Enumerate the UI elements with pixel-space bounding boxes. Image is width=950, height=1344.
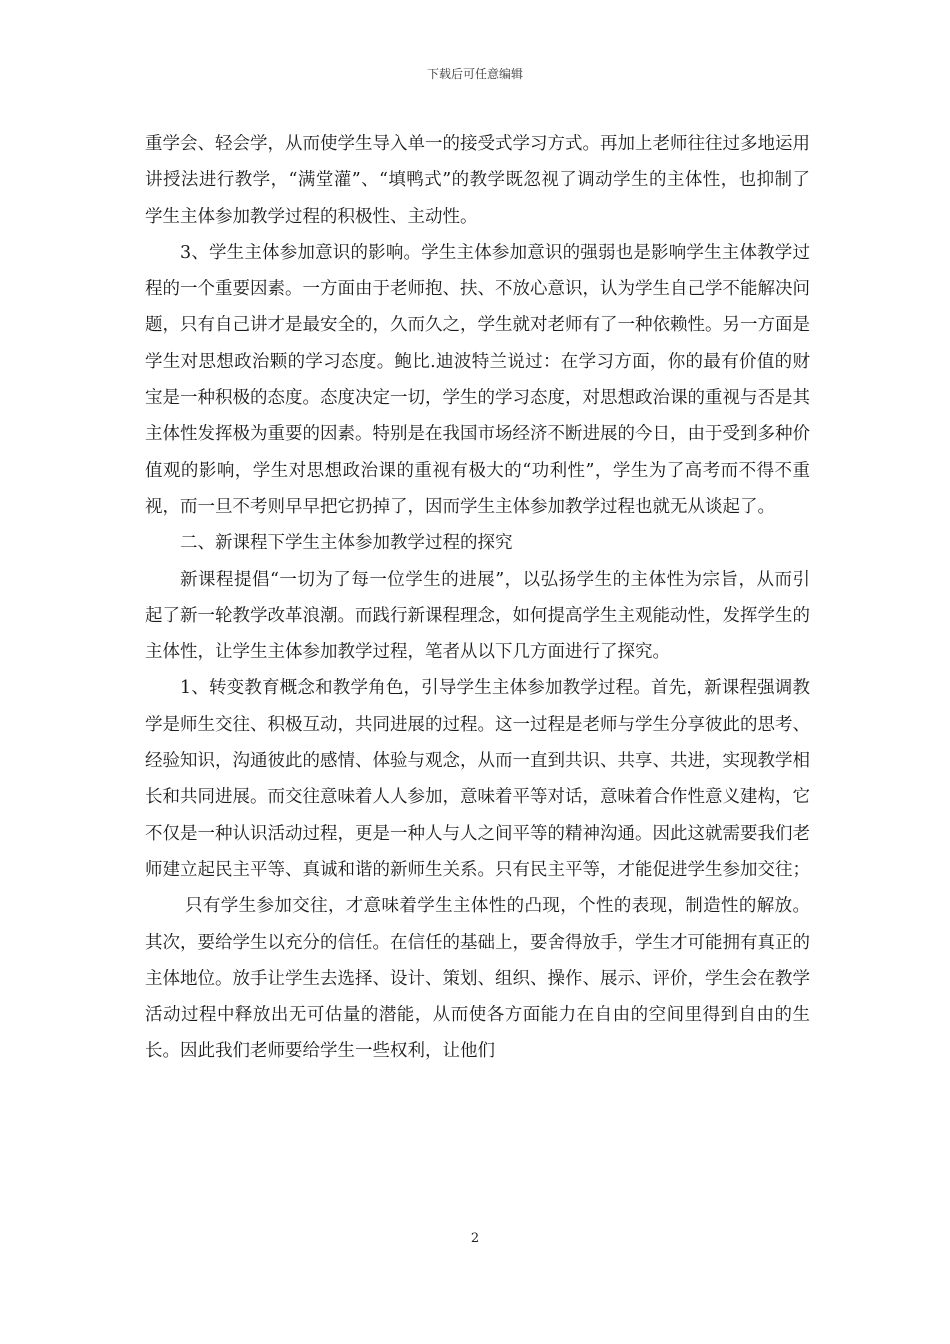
section-heading: 二、新课程下学生主体参加教学过程的探究: [180, 533, 513, 554]
paragraph-continued: 重学会、轻会学，从而使学生导入单一的接受式学习方式。再加上老师往往过多地运用讲授法进行教学，“满堂灌”、“填鸭式”的教学既忽视了调动学生的主体性，也抑制了学生主体参加教学过程的积极性、主动性。: [145, 134, 810, 227]
paragraph-change-concepts: 1、转变教育概念和教学角色，引导学生主体参加教学过程。首先，新课程强调教学是师生交往、积极互动，共同进展的过程。这一过程是老师与学生分享彼此的思考、经验知识，沟通彼此的感情、体验与观念，从而一直到共识、共享、共进，实现教学相长和共同进展。而交往意味着人人参加，意味着平等对话，意味着合作性意义建构，它不仅是一种认识活动过程，更是一种人与人之间平等的精神沟通。因此这就需要我们老师建立起民主平等、真诚和谐的新师生关系。只有民主平等，才能促进学生参加交往；: [145, 678, 810, 880]
document-body: [145, 126, 810, 1070]
page-number: 2: [470, 1231, 480, 1246]
page-header: 下载后可任意编辑: [426, 67, 523, 81]
paragraph-participation-awareness: 3、学生主体参加意识的影响。学生主体参加意识的强弱也是影响学生主体教学过程的一个重要因素。一方面由于老师抱、扶、不放心意识，认为学生自己学不能解决问题，只有自己讲才是最安全的，久而久之，学生就对老师有了一种依赖性。另一方面是学生对思想政治颗的学习态度。鲍比.迪波特兰说过：在学习方面，你的最有价值的财宝是一种积极的态度。态度决定一切，学生的学习态度，对思想政治课的重视与否是其主体性发挥极为重要的因素。特别是在我国市场经济不断进展的今日，由于受到多种价值观的影响，学生对思想政治课的重视有极大的“功利性”，学生为了高考而不得不重视，而一旦不考则早早把它扔掉了，因而学生主体参加教学过程也就无从谈起了。: [145, 242, 810, 517]
paragraph-new-curriculum: 新课程提倡“一切为了每一位学生的进展”，以弘扬学生的主体性为宗旨，从而引起了新一轮教学改革浪潮。而践行新课程理念，如何提高学生主观能动性，发挥学生的主体性，让学生主体参加教学过程，笔者从以下几方面进行了探究。: [145, 569, 810, 663]
paragraph-student-participation: 只有学生参加交往，才意味着学生主体性的凸现，个性的表现，制造性的解放。其次，要给学生以充分的信任。在信任的基础上，要舍得放手，学生才可能拥有真正的主体地位。放手让学生去选择、设计、策划、组织、操作、展示、评价，学生会在教学活动过程中释放出无可估量的潜能，从而使各方面能力在自由的空间里得到自由的生长。因此我们老师要给学生一些权利，让他们: [145, 896, 810, 1062]
